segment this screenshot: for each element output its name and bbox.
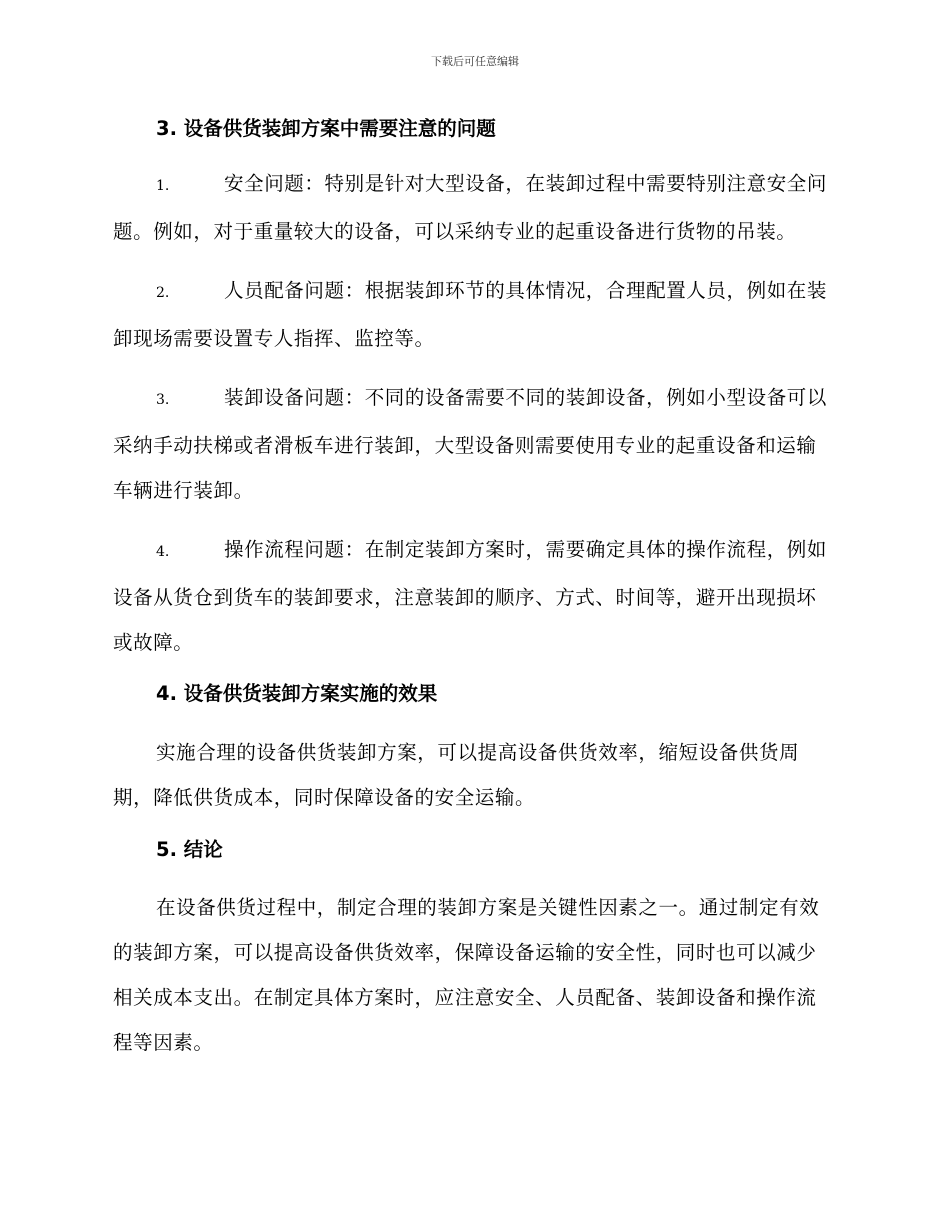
section-5-heading: 5. 结论 [156,838,223,861]
list-item [113,527,833,665]
section-4-paragraph: 实施合理的设备供货装卸方案，可以提高设备供货效率，缩短设备供货周期，降低供货成本，同时保障设备的安全运输。 [113,741,800,809]
list-item-text: 安全问题：特别是针对大型设备，在装卸过程中需要特别注意安全问题。例如，对于重量较大的设备，可以采纳专业的起重设备进行货物的吊装。 [113,172,828,243]
list-item-number: 3. [156,392,170,408]
list-item-number: 1. [156,178,170,194]
section-4-heading: 4. 设备供货装卸方案实施的效果 [156,682,438,705]
page-header: 下载后可任意编辑 [431,55,519,68]
list-item-text: 装卸设备问题：不同的设备需要不同的装卸设备，例如小型设备可以采纳手动扶梯或者滑板车进行装卸，大型设备则需要使用专业的起重设备和运输车辆进行装卸。 [113,386,828,502]
list-item-text: 操作流程问题：在制定装卸方案时，需要确定具体的操作流程，例如设备从货仓到货车的装卸要求，注意装卸的顺序、方式、时间等，避开出现损坏或故障。 [113,538,828,654]
section-5-paragraph: 在设备供货过程中，制定合理的装卸方案是关键性因素之一。通过制定有效的装卸方案，可以提高设备供货效率，保障设备运输的安全性，同时也可以减少相关成本支出。在制定具体方案时，应注意安全、人员配备、装卸设备和操作流程等因素。 [113,896,820,1054]
list-item-number: 4. [156,544,170,560]
section-3-heading: 3. 设备供货装卸方案中需要注意的问题 [156,117,496,140]
document-body [113,112,833,1065]
list-item-text: 人员配备问题：根据装卸环节的具体情况，合理配置人员，例如在装卸现场需要设置专人指挥、监控等。 [113,279,828,350]
list-item [113,375,833,513]
list-item-number: 2. [156,285,170,301]
list-item [113,161,833,254]
list-item [113,268,833,361]
